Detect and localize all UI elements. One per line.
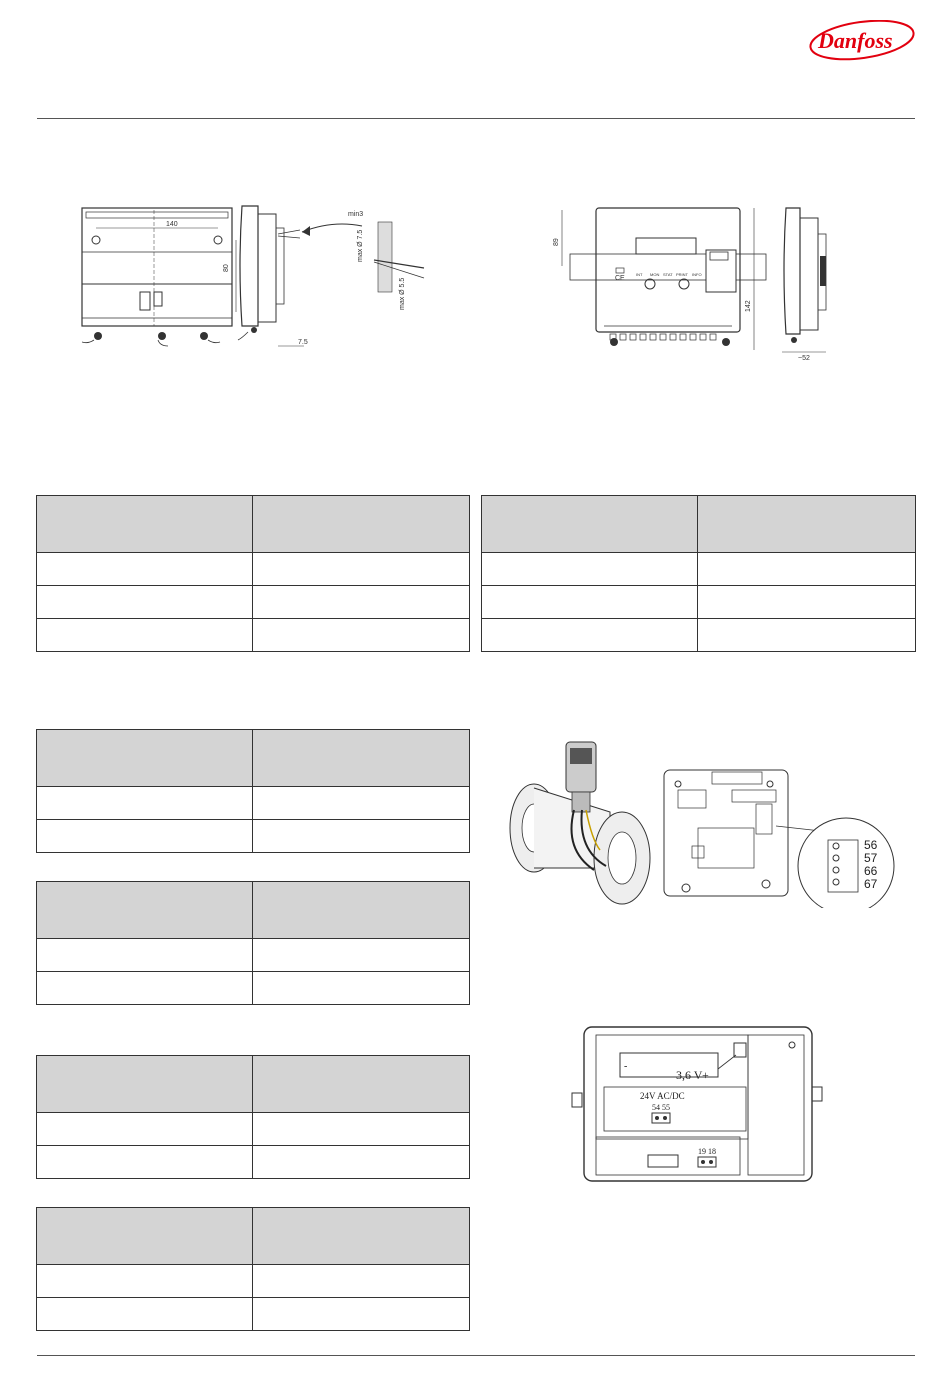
spec-table-5 [36, 1055, 470, 1179]
table-cell [37, 820, 253, 853]
table-cell [37, 1113, 253, 1146]
header-rule [37, 118, 915, 119]
table-cell [37, 1265, 253, 1298]
table-header-cell [482, 496, 698, 553]
table-header-cell [253, 730, 470, 787]
terminal-66: 66 [864, 864, 878, 878]
table-cell [253, 1265, 470, 1298]
table-cell [37, 553, 253, 586]
spec-table-6 [36, 1207, 470, 1331]
table-cell [37, 1146, 253, 1179]
table-cell [253, 972, 470, 1005]
button-label-print: PRINT [676, 272, 688, 277]
spec-table-1 [36, 495, 470, 652]
table-cell [253, 1146, 470, 1179]
table-header-cell [253, 1208, 470, 1265]
spec-table-3 [36, 729, 470, 853]
table-header-cell [253, 1056, 470, 1113]
table-header-cell [37, 496, 253, 553]
terminal-57: 57 [864, 851, 878, 865]
table-cell [253, 1113, 470, 1146]
button-label-stat: STAT [663, 272, 673, 277]
supply-terminals: 54 55 [652, 1103, 670, 1112]
table-header-cell [37, 1056, 253, 1113]
housing-dimension-drawing [550, 200, 840, 360]
terminal-67: 67 [864, 877, 878, 891]
table-cell [37, 1298, 253, 1331]
spec-table-2 [481, 495, 916, 652]
table-cell [482, 553, 698, 586]
table-cell [253, 820, 470, 853]
spec-table-4 [36, 881, 470, 1005]
table-cell [698, 553, 916, 586]
table-cell [37, 787, 253, 820]
table-cell [253, 1298, 470, 1331]
battery-label: 3,6 V [676, 1068, 703, 1082]
table-cell [253, 586, 470, 619]
dim-height: 142 [745, 300, 752, 312]
table-header-cell [37, 882, 253, 939]
dim-spacing: min3 [348, 211, 364, 218]
dim-hole-a: max Ø 7.5 [357, 229, 364, 262]
table-header-cell [698, 496, 916, 553]
table-header-cell [253, 882, 470, 939]
ce-mark: CE [615, 275, 625, 282]
table-cell [253, 939, 470, 972]
table-header-cell [37, 1208, 253, 1265]
mounting-dimension-drawing [78, 200, 438, 350]
table-cell [253, 787, 470, 820]
table-cell [253, 553, 470, 586]
dim-hole-b: max Ø 5.5 [399, 277, 406, 310]
table-header-cell [37, 730, 253, 787]
danfoss-logo [808, 20, 916, 64]
terminal-56: 56 [864, 838, 878, 852]
flowmeter-wiring-illustration [500, 736, 895, 908]
table-cell [482, 586, 698, 619]
table-cell [37, 619, 253, 652]
table-cell [37, 939, 253, 972]
button-label-int: INT [636, 272, 643, 277]
table-cell [37, 586, 253, 619]
table-cell [698, 619, 916, 652]
table-cell [253, 619, 470, 652]
svg-text:Danfoss: Danfoss [818, 28, 893, 53]
table-header-cell [253, 496, 470, 553]
supply-label: 24V AC/DC [640, 1091, 685, 1101]
dim-top: 89 [553, 238, 560, 246]
dim-width: 140 [166, 221, 178, 228]
table-cell [698, 586, 916, 619]
battery-plus: + [702, 1068, 709, 1082]
dim-depth: ~52 [798, 355, 810, 360]
table-cell [37, 972, 253, 1005]
dim-offset: 7.5 [298, 339, 308, 346]
calculator-internal-layout [570, 1025, 825, 1185]
table-cell [482, 619, 698, 652]
button-label-mon: MON [650, 272, 660, 277]
footer-rule [37, 1355, 915, 1356]
output-terminals: 19 18 [698, 1147, 716, 1156]
battery-minus: - [624, 1061, 628, 1072]
button-label-info: INFO [692, 272, 702, 277]
dim-height: 80 [223, 264, 230, 272]
